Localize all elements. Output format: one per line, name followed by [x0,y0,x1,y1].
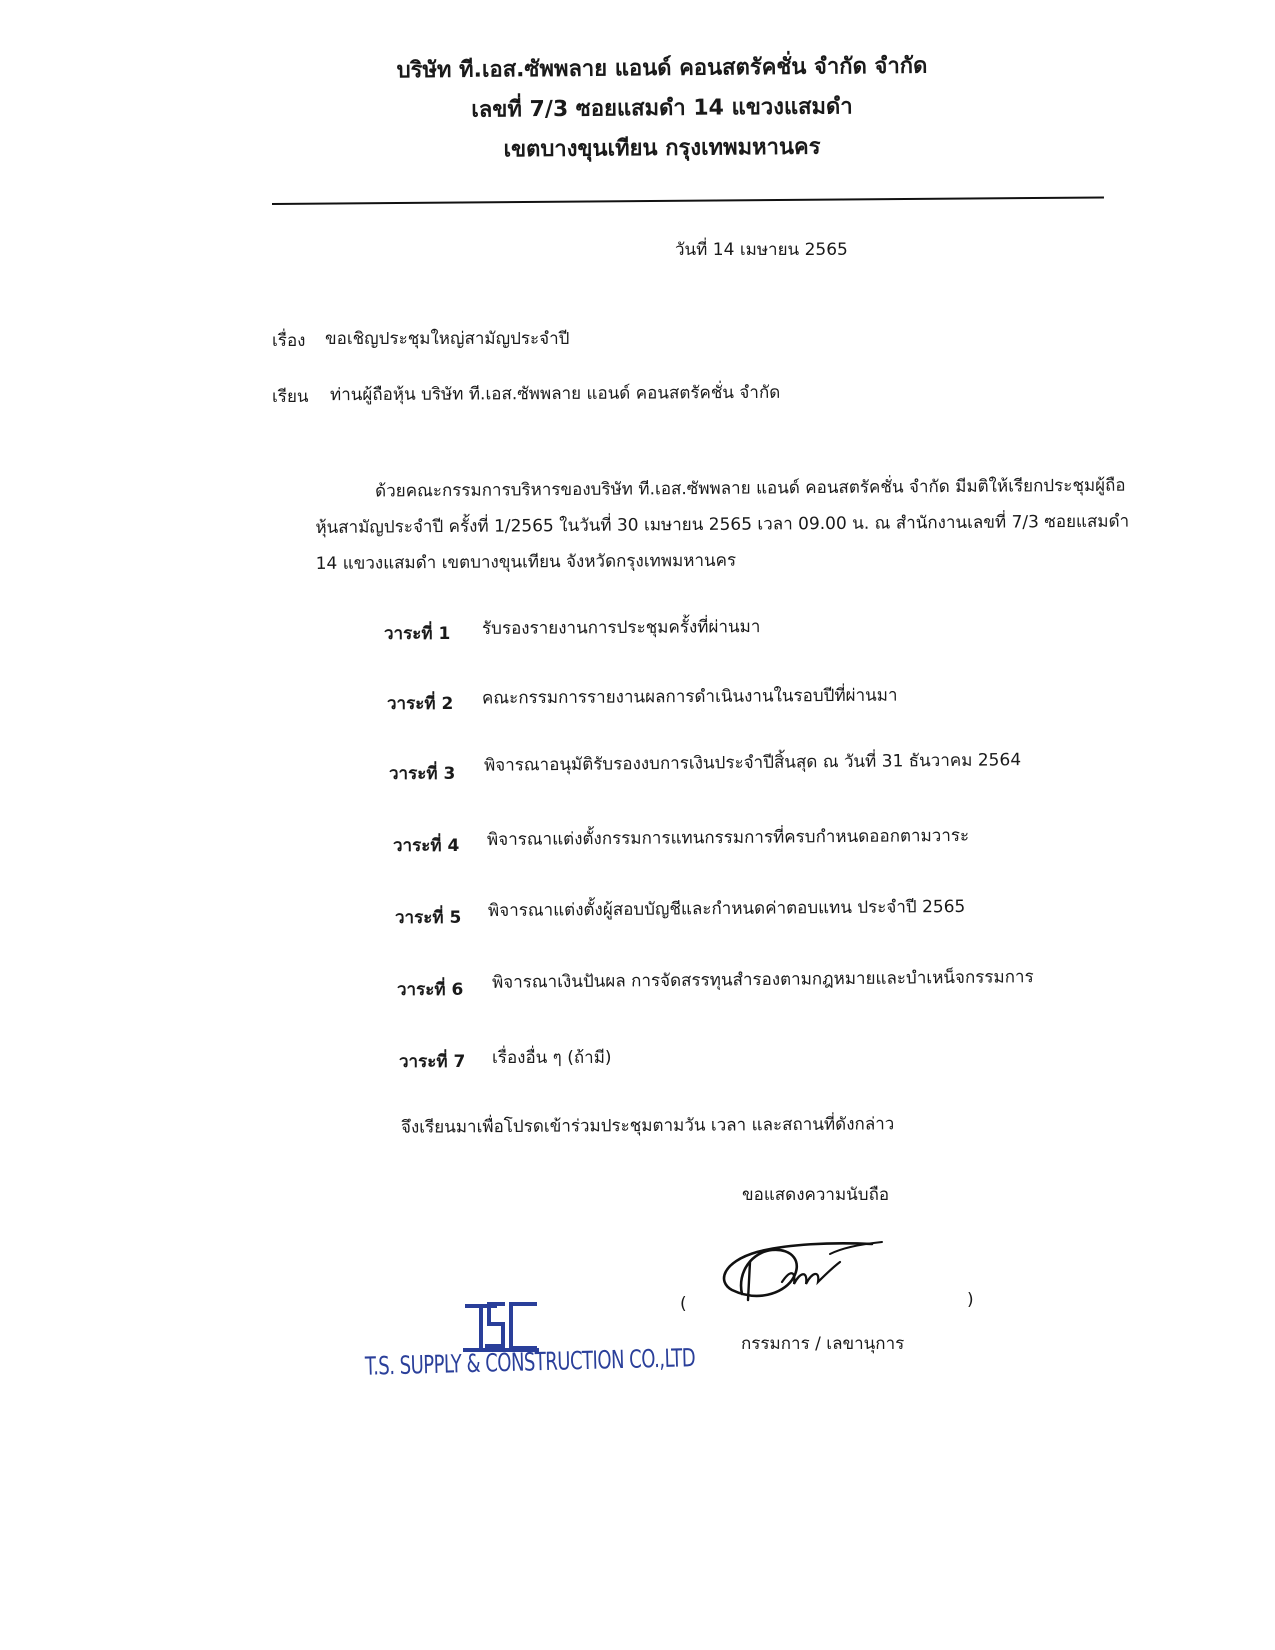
agenda-label-4: วาระที่ 4 [393,836,460,856]
regards-line: ขอแสดงความนับถือ [742,1185,890,1205]
company-name: บริษัท ที.เอส.ซัพพลาย แอนด์ คอนสตรัคชั่น จำกัด จำกัด [396,53,928,84]
closing-line: จึงเรียนมาเพื่อโปรดเข้าร่วมประชุมตามวัน เวลา และสถานที่ดังกล่าว [400,1114,895,1138]
signatory-title: กรรมการ / เลขานุการ [741,1334,905,1354]
recipient-label: เรียน [272,387,309,407]
header-divider [272,196,1104,205]
agenda-label-6: วาระที่ 6 [397,980,464,1000]
agenda-label-1: วาระที่ 1 [384,624,451,644]
company-address: เลขที่ 7/3 ซอยแสมดำ 14 แขวงแสมดำ [471,94,853,123]
subject-text: ขอเชิญประชุมใหญ่สามัญประจำปี [325,329,570,349]
agenda-text-3: พิจารณาอนุมัติรับรองงบการเงินประจำปีสิ้นสุด ณ วันที่ 31 ธันวาคม 2564 [483,750,1022,776]
agenda-label-7: วาระที่ 7 [399,1052,466,1072]
agenda-text-1: รับรองรายงานการประชุมครั้งที่ผ่านมา [481,617,761,639]
agenda-label-3: วาระที่ 3 [389,764,456,784]
signatory-paren-close: ) [967,1290,974,1310]
body-paragraph: ด้วยคณะกรรมการบริหารของบริษัท ที.เอส.ซัพพลาย แอนด์ คอนสตรัคชั่น จำกัด มีมติให้เรียกประชุมผู้ถือหุ้นสามัญประจำปี ครั้งที่ 1/2565 ในวันที่ 30 เมษายน 2565 เวลา 09.00 น. ณ สำนักงานเลขที่ 7/3 ซอยแสมดำ 14 แขวงแสมดำ เขตบางขุนเทียน จังหวัดกรุงเทพมหานคร [315,475,1130,574]
agenda-text-4: พิจารณาแต่งตั้งกรรมการแทนกรรมการที่ครบกำหนดออกตามวาระ [486,825,970,851]
agenda-text-5: พิจารณาแต่งตั้งผู้สอบบัญชีและกำหนดค่าตอบแทน ประจำปี 2565 [487,896,966,922]
stamp-company-name: T.S. SUPPLY & CONSTRUCTION CO.,LTD [364,1342,696,1381]
agenda-text-2: คณะกรรมการรายงานผลการดำเนินงานในรอบปีที่ผ่านมา [481,685,898,709]
company-stamp [364,1298,696,1388]
signatory-paren-open: ( [680,1294,687,1314]
letter-date: วันที่ 14 เมษายน 2565 [675,240,848,260]
recipient-text: ท่านผู้ถือหุ้น บริษัท ที.เอส.ซัพพลาย แอนด์ คอนสตรัคชั่น จำกัด [329,382,781,406]
company-district: เขตบางขุนเทียน กรุงเทพมหานคร [503,134,821,163]
signature-image [712,1232,892,1312]
agenda-label-5: วาระที่ 5 [395,908,462,928]
agenda-label-2: วาระที่ 2 [387,694,454,714]
subject-label: เรื่อง [272,331,306,351]
agenda-text-6: พิจารณาเงินปันผล การจัดสรรทุนสำรองตามกฎหมายและบำเหน็จกรรมการ [491,967,1034,993]
agenda-text-7: เรื่องอื่น ๆ (ถ้ามี) [492,1048,612,1068]
